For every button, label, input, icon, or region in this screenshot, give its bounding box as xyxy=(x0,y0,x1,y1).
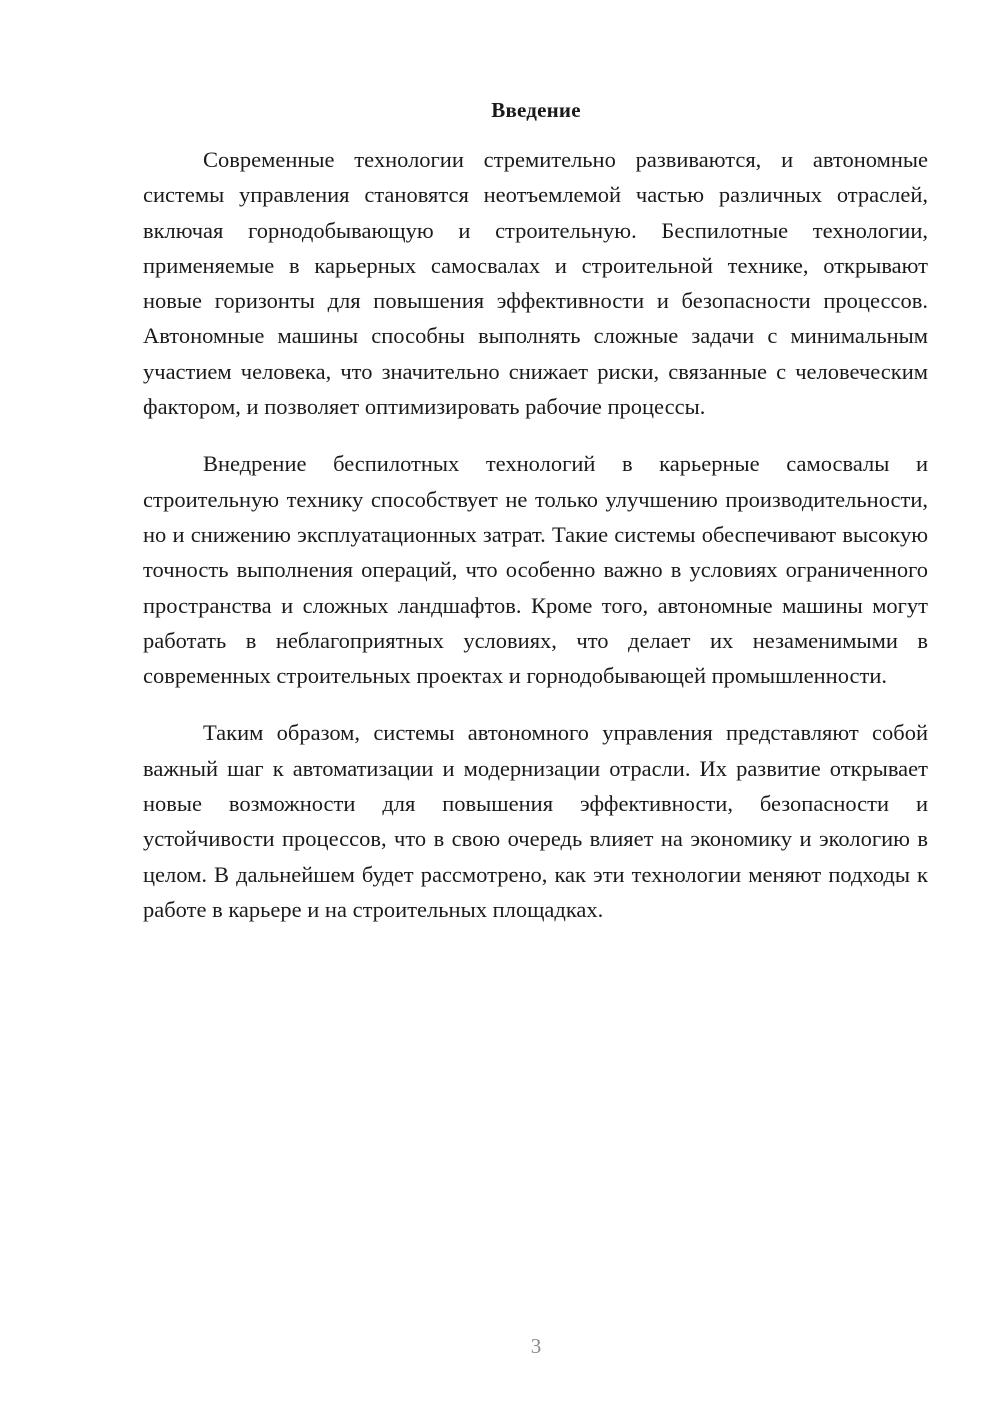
paragraph-1: Современные технологии стремительно развиваются, и автономные системы управления становятся неотъемлемой частью различных отраслей, включая горнодобывающую и строительную. Беспилотные технологии, применяемые в карьерных самосвалах и строительной технике, открывают новые горизонты для повышения эффективности и безопасности процессов. Автономные машины способны выполнять сложные задачи с минимальным участием человека, что значительно снижает риски, связанные с человеческим фактором, и позволяет оптимизировать рабочие процессы. xyxy=(143,147,928,420)
body-text xyxy=(143,142,928,949)
page-number: 3 xyxy=(530,1334,542,1358)
paragraph-3: Таким образом, системы автономного управления представляют собой важный шаг к автоматизации и модернизации отрасли. Их развитие открывает новые возможности для повышения эффективности, безопасности и устойчивости процессов, что в свою очередь влияет на экономику и экологию в целом. В дальнейшем будет рассмотрено, как эти технологии меняют подходы к работе в карьере и на строительных площадках. xyxy=(143,720,928,922)
paragraph-2: Внедрение беспилотных технологий в карьерные самосвалы и строительную технику способствует не только улучшению производительности, но и снижению эксплуатационных затрат. Такие системы обеспечивают высокую точность выполнения операций, что особенно важно в условиях ограниченного пространства и сложных ландшафтов. Кроме того, автономные машины могут работать в неблагоприятных условиях, что делает их незаменимыми в современных строительных проектах и горнодобывающей промышленности. xyxy=(143,451,928,689)
section-heading: Введение xyxy=(491,98,581,122)
